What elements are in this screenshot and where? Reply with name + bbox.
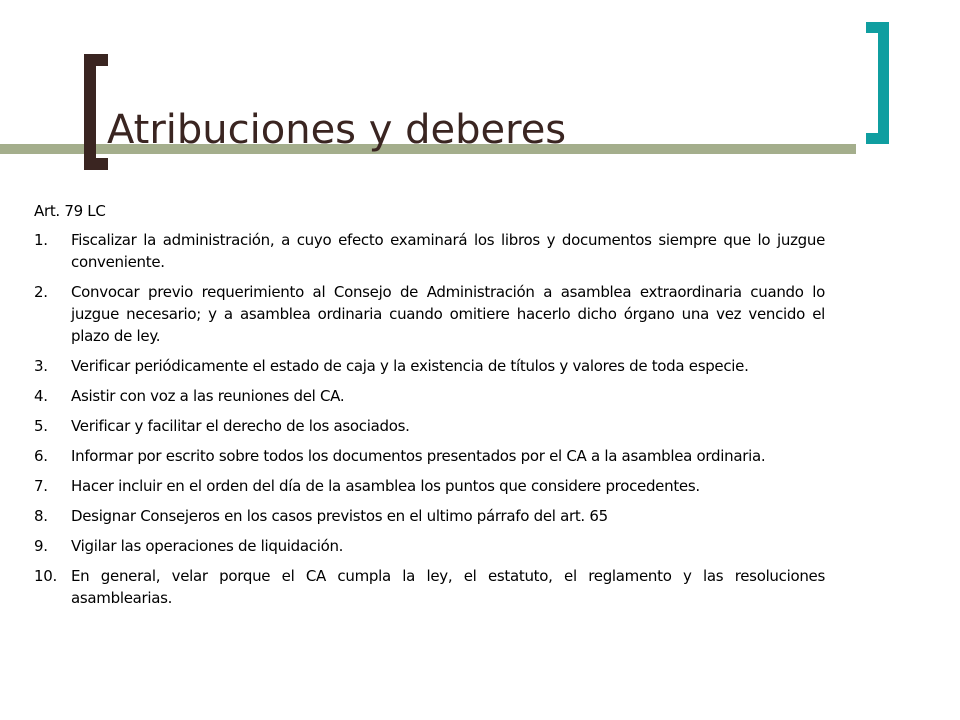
list-item xyxy=(34,565,825,609)
list-item xyxy=(34,445,825,467)
item-text: En general, velar porque el CA cumpla la ley, el estatuto, el reglamento y las resoluciones asamblearias. xyxy=(71,567,825,607)
item-number: 9. xyxy=(34,537,48,555)
item-number: 1. xyxy=(34,231,48,249)
list-item xyxy=(34,505,825,527)
duties-list xyxy=(34,229,825,609)
item-text: Fiscalizar la administración, a cuyo efecto examinará los libros y documentos siempre que lo juzgue conveniente. xyxy=(71,231,825,271)
item-number: 8. xyxy=(34,507,48,525)
list-item xyxy=(34,385,825,407)
left-bracket-bottom-decoration xyxy=(84,158,108,170)
item-text: Verificar periódicamente el estado de caja y la existencia de títulos y valores de toda especie. xyxy=(71,357,749,375)
item-number: 5. xyxy=(34,417,48,435)
item-number: 2. xyxy=(34,283,48,301)
slide-body xyxy=(34,200,825,617)
right-bracket-bottom-decoration xyxy=(866,133,889,144)
item-text: Convocar previo requerimiento al Consejo de Administración a asamblea extraordinaria cuando lo juzgue necesario; y a asamblea ordinaria cuando omitiere hacerlo dicho órgano una vez vencido el plazo de ley. xyxy=(71,283,825,345)
item-text: Verificar y facilitar el derecho de los asociados. xyxy=(71,417,410,435)
item-number: 6. xyxy=(34,447,48,465)
slide-title: Atribuciones y deberes xyxy=(107,107,567,153)
right-bracket-top-decoration xyxy=(866,22,889,33)
item-text: Hacer incluir en el orden del día de la asamblea los puntos que considere procedentes. xyxy=(71,477,700,495)
left-bracket-top-decoration xyxy=(84,54,108,66)
article-reference: Art. 79 LC xyxy=(34,202,106,220)
item-number: 7. xyxy=(34,477,48,495)
list-item xyxy=(34,415,825,437)
item-text: Vigilar las operaciones de liquidación. xyxy=(71,537,344,555)
item-number: 3. xyxy=(34,357,48,375)
list-item xyxy=(34,229,825,273)
right-bracket-decoration xyxy=(878,22,889,144)
item-number: 10. xyxy=(34,567,57,585)
item-text: Designar Consejeros en los casos previstos en el ultimo párrafo del art. 65 xyxy=(71,507,608,525)
item-number: 4. xyxy=(34,387,48,405)
list-item xyxy=(34,535,825,557)
left-bracket-decoration xyxy=(84,54,96,170)
list-item xyxy=(34,355,825,377)
item-text: Asistir con voz a las reuniones del CA. xyxy=(71,387,345,405)
list-item xyxy=(34,475,825,497)
list-item xyxy=(34,281,825,347)
item-text: Informar por escrito sobre todos los documentos presentados por el CA a la asamblea ordinaria. xyxy=(71,447,766,465)
